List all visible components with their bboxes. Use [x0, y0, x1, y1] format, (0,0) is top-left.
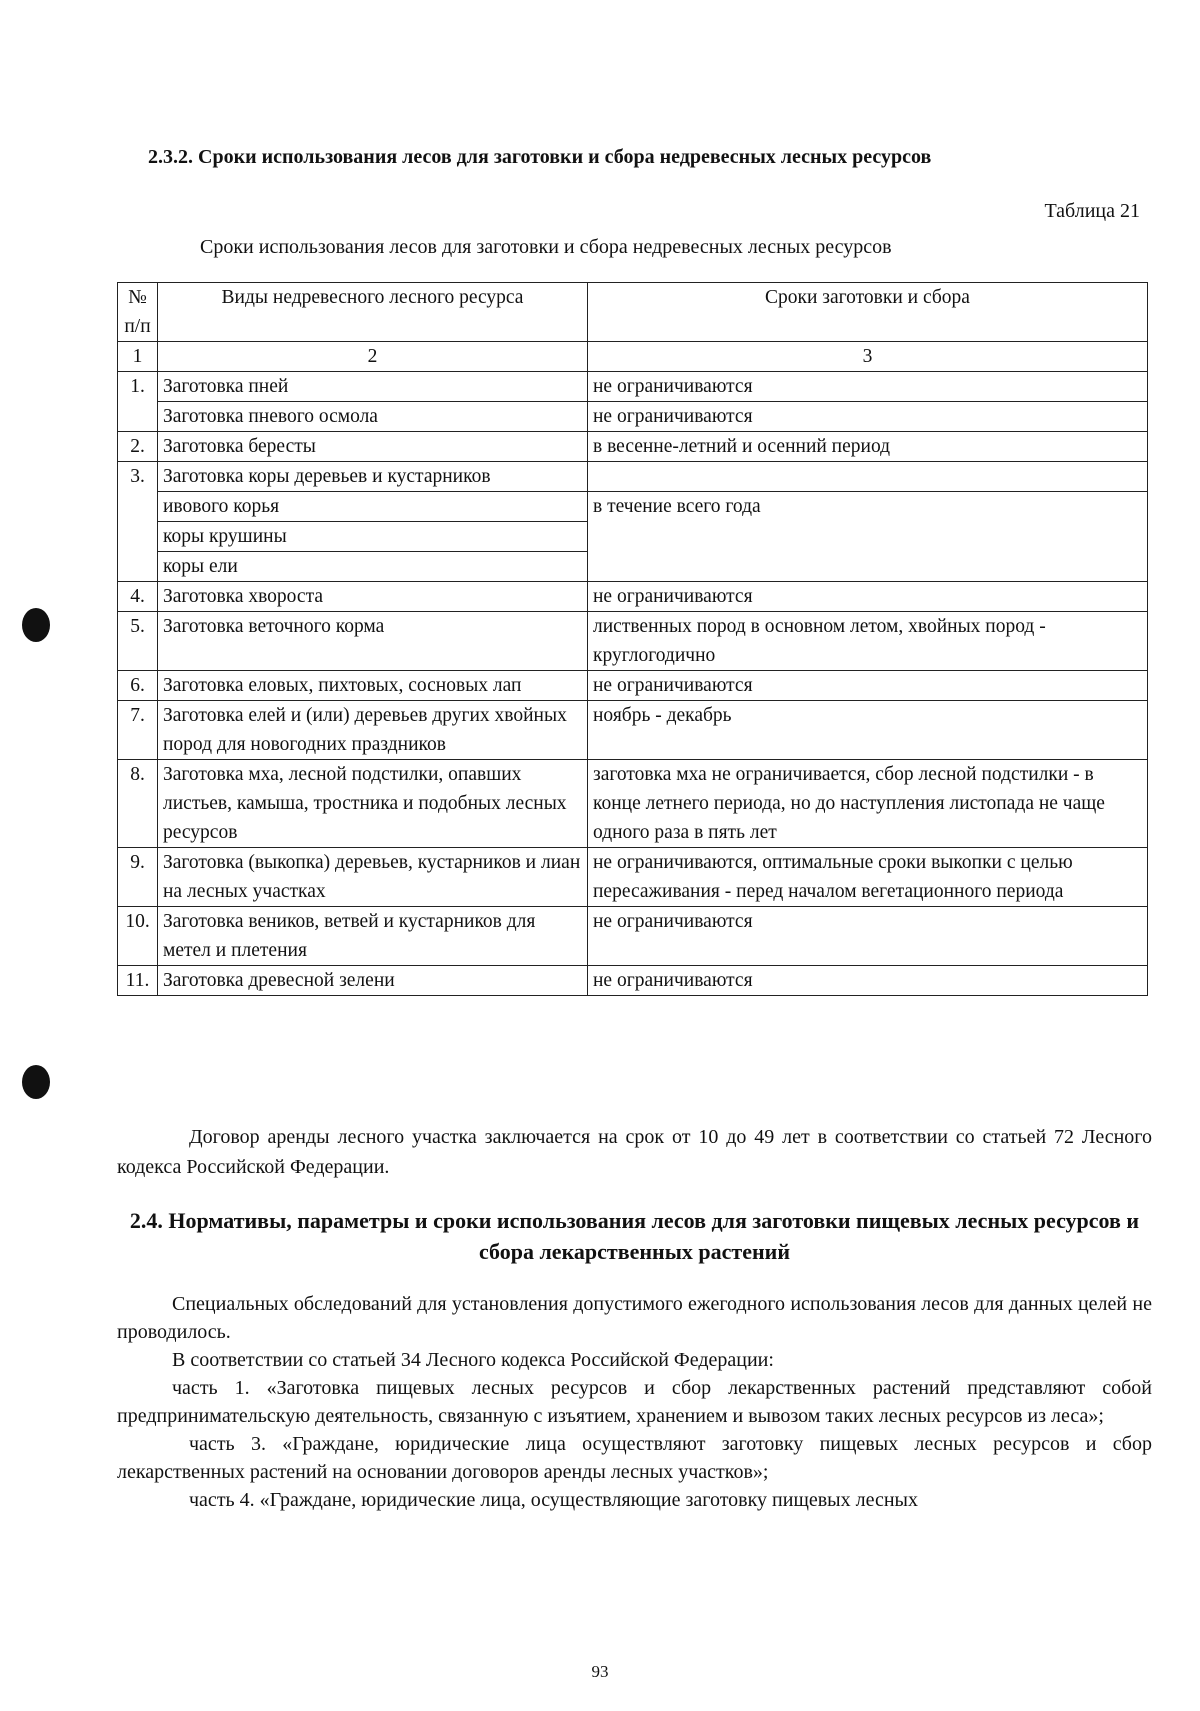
- row-number: 5.: [118, 612, 158, 671]
- table-number: Таблица 21: [1044, 200, 1140, 222]
- row-number: 3.: [118, 462, 158, 582]
- paragraph: часть 3. «Граждане, юридические лица осуществляют заготовку пищевых лесных ресурсов и сбор лекарственных растений на основании договоров аренды лесных участков»;: [117, 1433, 1152, 1483]
- table-row: [118, 582, 1148, 612]
- harvest-term: не ограничиваются: [588, 372, 1148, 402]
- resource-type: Заготовка (выкопка) деревьев, кустарников и лиан на лесных участках: [158, 848, 588, 907]
- harvest-term: заготовка мха не ограничивается, сбор лесной подстилки - в конце летнего периода, но до наступления листопада не чаще одного раза в пять лет: [588, 760, 1148, 848]
- header-type: Виды недревесного лесного ресурса: [158, 283, 588, 342]
- column-number-row: [118, 342, 1148, 372]
- resource-type: коры крушины: [158, 522, 588, 552]
- harvest-term: не ограничиваются, оптимальные сроки выкопки с целью пересаживания - перед началом вегетационного периода: [588, 848, 1148, 907]
- punch-hole-2: [22, 1065, 50, 1099]
- table-row: [118, 701, 1148, 760]
- section-24-title: 2.4. Нормативы, параметры и сроки использования лесов для заготовки пищевых лесных ресурсов и сбора лекарственных растений: [129, 1208, 1140, 1264]
- resource-type: Заготовка пневого осмола: [158, 402, 588, 432]
- resource-type: Заготовка еловых, пихтовых, сосновых лап: [158, 671, 588, 701]
- resource-type: ивового корья: [158, 492, 588, 522]
- table-row: [118, 966, 1148, 996]
- row-number: 8.: [118, 760, 158, 848]
- row-number: 2.: [118, 432, 158, 462]
- resource-type: Заготовка коры деревьев и кустарников: [158, 462, 588, 492]
- row-number: 10.: [118, 907, 158, 966]
- section-24-body: [117, 1290, 1152, 1514]
- table-row: [118, 492, 1148, 522]
- row-number: 11.: [118, 966, 158, 996]
- resource-type: Заготовка елей и (или) деревьев других хвойных пород для новогодних праздников: [158, 701, 588, 760]
- section-title: 2.3.2. Сроки использования лесов для заготовки и сбора недревесных лесных ресурсов: [148, 146, 932, 168]
- table-row: [118, 402, 1148, 432]
- resource-type: коры ели: [158, 552, 588, 582]
- lease-paragraph: Договор аренды лесного участка заключается на срок от 10 до 49 лет в соответствии со статьей 72 Лесного кодекса Российской Федерации.: [117, 1126, 1152, 1178]
- table-caption: Сроки использования лесов для заготовки и сбора недревесных лесных ресурсов: [200, 236, 892, 258]
- table-row: [118, 462, 1148, 492]
- table-row: [118, 612, 1148, 671]
- harvest-term: не ограничиваются: [588, 402, 1148, 432]
- row-number: 4.: [118, 582, 158, 612]
- col-number: 1: [118, 342, 158, 372]
- resource-type: Заготовка хвороста: [158, 582, 588, 612]
- page-number: 93: [591, 1662, 609, 1681]
- resource-type: Заготовка мха, лесной подстилки, опавших листьев, камыша, тростника и подобных лесных ресурсов: [158, 760, 588, 848]
- harvest-term: лиственных пород в основном летом, хвойных пород - круглогодично: [588, 612, 1148, 671]
- resource-type: Заготовка веников, ветвей и кустарников для метел и плетения: [158, 907, 588, 966]
- table-header-row: [118, 283, 1148, 342]
- header-num: № п/п: [118, 283, 158, 342]
- punch-hole-1: [22, 608, 50, 642]
- row-number: 9.: [118, 848, 158, 907]
- row-number: 1.: [118, 372, 158, 432]
- table-row: [118, 907, 1148, 966]
- harvest-term: не ограничиваются: [588, 966, 1148, 996]
- resource-type: Заготовка бересты: [158, 432, 588, 462]
- paragraph: часть 1. «Заготовка пищевых лесных ресурсов и сбор лекарственных растений представляют собой предпринимательскую деятельность, связанную с изъятием, хранением и вывозом таких лесных ресурсов из леса»;: [117, 1377, 1152, 1427]
- paragraph: Специальных обследований для установления допустимого ежегодного использования лесов для данных целей не проводилось.: [117, 1293, 1152, 1343]
- col-number: 3: [588, 342, 1148, 372]
- resource-type: Заготовка древесной зелени: [158, 966, 588, 996]
- row-number: 7.: [118, 701, 158, 760]
- harvest-term: не ограничиваются: [588, 582, 1148, 612]
- paragraph: В соответствии со статьей 34 Лесного кодекса Российской Федерации:: [172, 1349, 774, 1371]
- harvest-term: [588, 462, 1148, 492]
- resources-table: [117, 282, 1148, 996]
- table-row: [118, 372, 1148, 402]
- row-number: 6.: [118, 671, 158, 701]
- paragraph: часть 4. «Граждане, юридические лица, осуществляющие заготовку пищевых лесных: [189, 1489, 918, 1511]
- col-number: 2: [158, 342, 588, 372]
- table-row: [118, 432, 1148, 462]
- harvest-term: в течение всего года: [588, 492, 1148, 582]
- table-row: [118, 848, 1148, 907]
- resource-type: Заготовка веточного корма: [158, 612, 588, 671]
- resource-type: Заготовка пней: [158, 372, 588, 402]
- header-term: Сроки заготовки и сбора: [588, 283, 1148, 342]
- table-row: [118, 671, 1148, 701]
- table-row: [118, 760, 1148, 848]
- harvest-term: в весенне-летний и осенний период: [588, 432, 1148, 462]
- harvest-term: ноябрь - декабрь: [588, 701, 1148, 760]
- harvest-term: не ограничиваются: [588, 907, 1148, 966]
- harvest-term: не ограничиваются: [588, 671, 1148, 701]
